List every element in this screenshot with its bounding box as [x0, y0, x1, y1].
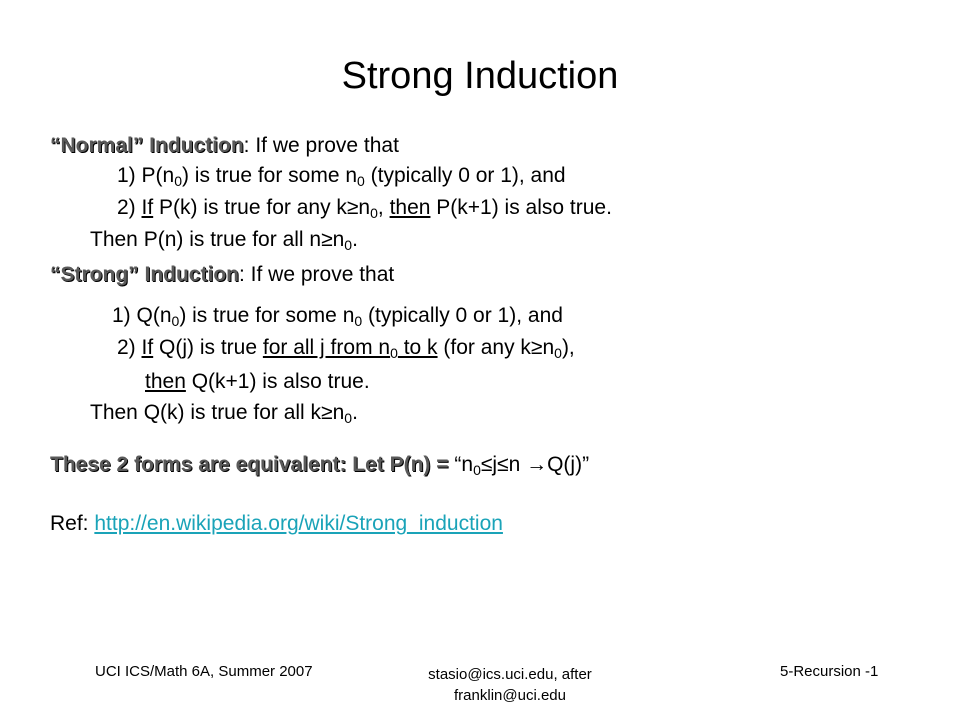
reference-line	[50, 511, 503, 537]
equivalence-line: These 2 forms are equivalent: Let $P(n) = “n_0\le j\le n \to Q(j)$”	[50, 453, 590, 478]
strong-step-2-continued: then Q(k+1) is also true.	[145, 370, 370, 393]
equivalence-label: These 2 forms are equivalent: Let P(n) =	[50, 453, 455, 476]
normal-induction-intro: : If we prove that	[243, 134, 399, 157]
slide-title: Strong Induction	[341, 55, 619, 97]
normal-conclusion: Then P(n) is true for all $n\ge n_0$.	[90, 228, 358, 253]
footer-slide-number: 5-Recursion -1	[780, 663, 879, 680]
strong-conclusion: Then Q(k) is true for all $k\ge n_0$.	[90, 401, 358, 426]
reference-link[interactable]: http://en.wikipedia.org/wiki/Strong_induction	[94, 512, 503, 535]
strong-induction-heading	[50, 262, 394, 288]
footer-course: UCI ICS/Math 6A, Summer 2007	[95, 663, 313, 680]
normal-step-2: 2) If P(k) is true for any $k\ge n_0$, then P(k+1) is also true.	[117, 196, 612, 221]
footer-author-line-1: stasio@ics.uci.edu, after	[428, 666, 592, 683]
implies-arrow-icon: →	[526, 453, 548, 476]
strong-induction-intro: : If we prove that	[238, 263, 395, 286]
reference-label: Ref:	[50, 512, 95, 535]
normal-induction-label: “Normal” Induction	[50, 134, 244, 157]
footer-author	[380, 664, 640, 706]
normal-step-1: 1) $P(n_0)$ is true for some $n_0$ (typically 0 or 1), and	[117, 164, 566, 189]
normal-induction-heading	[50, 133, 399, 159]
strong-step-1: 1) $Q(n_0)$ is true for some $n_0$ (typically 0 or 1), and	[112, 304, 563, 329]
footer-author-line-2: franklin@uci.edu	[454, 687, 566, 704]
strong-step-2: 2) If Q(j) is true for all j from $n_0$ to k (for any $k\ge n_0$),	[117, 336, 575, 361]
strong-induction-label: “Strong” Induction	[50, 263, 239, 286]
